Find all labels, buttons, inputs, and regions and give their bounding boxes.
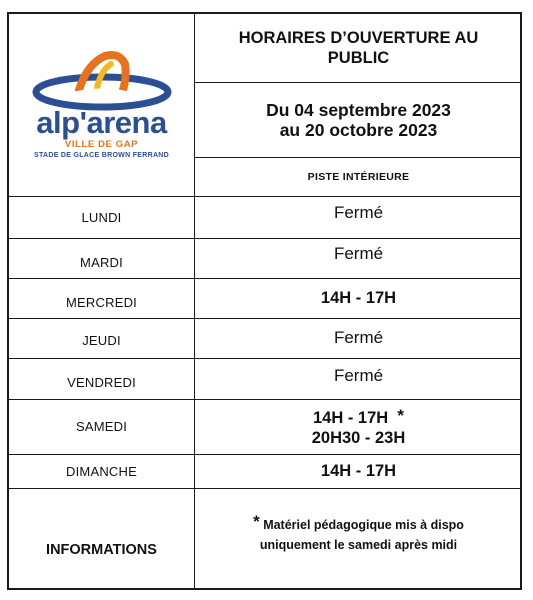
day-label: DIMANCHE: [66, 463, 137, 479]
column-header: PISTE INTÉRIEURE: [307, 170, 410, 183]
alparena-logo: [9, 14, 194, 196]
logo-city: VILLE DE GAP: [64, 138, 139, 150]
info-marker: *: [253, 511, 260, 531]
info-line1: Matériel pédagogique mis à dispo: [263, 517, 464, 532]
hours-value: Fermé: [333, 244, 384, 263]
logo-wordmark: alp'arena: [36, 104, 167, 140]
period-end: au 20 octobre 2023: [279, 119, 438, 140]
info-label: INFORMATIONS: [46, 542, 157, 558]
day-label: VENDREDI: [67, 375, 136, 390]
info-text: [195, 488, 522, 590]
day-label: SAMEDI: [75, 419, 128, 434]
day-label: MARDI: [80, 254, 123, 270]
day-label: MERCREDI: [66, 294, 137, 310]
info-line: [253, 512, 464, 535]
note-marker: *: [397, 405, 404, 425]
info-line2: uniquement le samedi après midi: [259, 537, 458, 552]
hours-value: [195, 399, 522, 454]
hours-value: 14H - 17H: [320, 288, 397, 307]
hours-value: Fermé: [333, 328, 384, 347]
hours-value: Fermé: [333, 203, 384, 222]
page-title: HORAIRES D’OUVERTURE AU PUBLIC: [238, 29, 479, 67]
hours-evening: 20H30 - 23H: [311, 428, 406, 447]
period-start: Du 04 septembre 2023: [266, 99, 451, 120]
period: [195, 82, 522, 157]
hours-value: Fermé: [333, 365, 384, 385]
schedule-table: [7, 12, 522, 590]
day-label: LUNDI: [81, 209, 122, 225]
hours-afternoon: 14H - 17H: [313, 408, 389, 427]
hours-line: [313, 406, 404, 428]
hours-value: 14H - 17H: [320, 461, 397, 480]
day-label: JEUDI: [82, 332, 121, 348]
logo-emblem-icon: [27, 50, 177, 112]
logo-subtitle: STADE DE GLACE BROWN FERRAND: [33, 151, 170, 159]
